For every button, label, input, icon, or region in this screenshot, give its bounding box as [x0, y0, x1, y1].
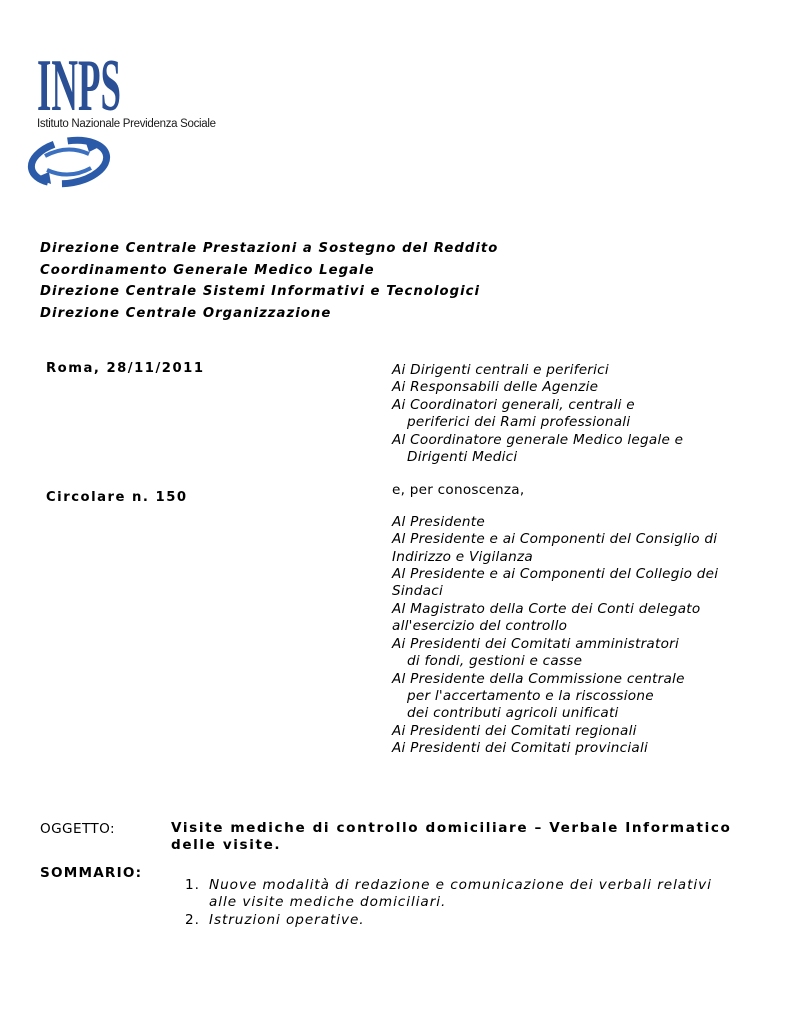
summary-item [185, 912, 745, 929]
department-line: Direzione Centrale Sistemi Informativi e Tecnologici [40, 284, 481, 299]
cc-recipient-line: Al Presidente della Commissione centrale [392, 670, 685, 687]
subject-label: OGGETTO: [40, 821, 115, 837]
summary-item [185, 877, 745, 912]
cc-label: e, per conoscenza, [392, 482, 525, 499]
subject-text: Visite mediche di controllo domiciliare – Verbale Informatico delle visite. [171, 820, 732, 853]
summary-item-number: 1. [185, 877, 200, 893]
recipient-line: Dirigenti Medici [407, 449, 518, 466]
cc-recipient-line: Ai Presidenti dei Comitati regionali [392, 722, 637, 739]
logo-subtitle: Istituto Nazionale Previdenza Sociale [37, 118, 216, 130]
department-line: Coordinamento Generale Medico Legale [40, 262, 375, 278]
cc-recipient-line: Al Presidente e ai Componenti del Collegio dei [392, 566, 719, 583]
cc-recipient-line: Al Presidente e ai Componenti del Consiglio di [392, 531, 718, 548]
recipient-line: Ai Responsabili delle Agenzie [392, 379, 599, 396]
department-line: Direzione Centrale Organizzazione [40, 305, 332, 321]
cc-recipient-line: dei contributi agricoli unificati [407, 705, 619, 722]
inps-arrows-icon [27, 136, 111, 188]
recipient-list [392, 362, 772, 758]
circular-number: Circolare n. 150 [46, 490, 188, 505]
cc-recipient-line: Indirizzo e Vigilanza [392, 548, 533, 565]
cc-recipient-line: all'esercizio del controllo [392, 618, 568, 635]
cc-recipient-line: per l'accertamento e la riscossione [407, 687, 654, 704]
cc-recipient-line: di fondi, gestioni e casse [407, 653, 583, 670]
recipient-line: periferici dei Rami professionali [407, 414, 631, 431]
summary-label: SOMMARIO: [40, 865, 143, 881]
cc-recipient-line: Al Magistrato della Corte dei Conti delegato [392, 600, 701, 617]
recipient-line: Ai Dirigenti centrali e periferici [392, 362, 609, 378]
cc-recipient-line: Al Presidente [392, 513, 485, 530]
recipient-line: Ai Coordinatori generali, centrali e [392, 396, 635, 413]
summary-item-text: Nuove modalità di redazione e comunicazione dei verbali relativi alle visite mediche domiciliari. [209, 877, 712, 911]
summary-list [185, 877, 745, 929]
place-date: Roma, 28/11/2011 [46, 361, 205, 376]
summary-item-number: 2. [185, 911, 200, 928]
summary-item-text: Istruzioni operative. [209, 911, 365, 928]
cc-recipient-line: Ai Presidenti dei Comitati amministratori [392, 635, 680, 652]
recipient-line: Al Coordinatore generale Medico legale e [392, 431, 684, 448]
cc-recipient-line: Ai Presidenti dei Comitati provinciali [392, 740, 649, 757]
department-list [40, 238, 498, 324]
inps-logo [37, 44, 121, 112]
logo-wordmark: INPS [37, 45, 121, 112]
department-line: Direzione Centrale Prestazioni a Sostegno del Reddito [40, 241, 499, 256]
cc-recipient-line: Sindaci [392, 583, 443, 600]
